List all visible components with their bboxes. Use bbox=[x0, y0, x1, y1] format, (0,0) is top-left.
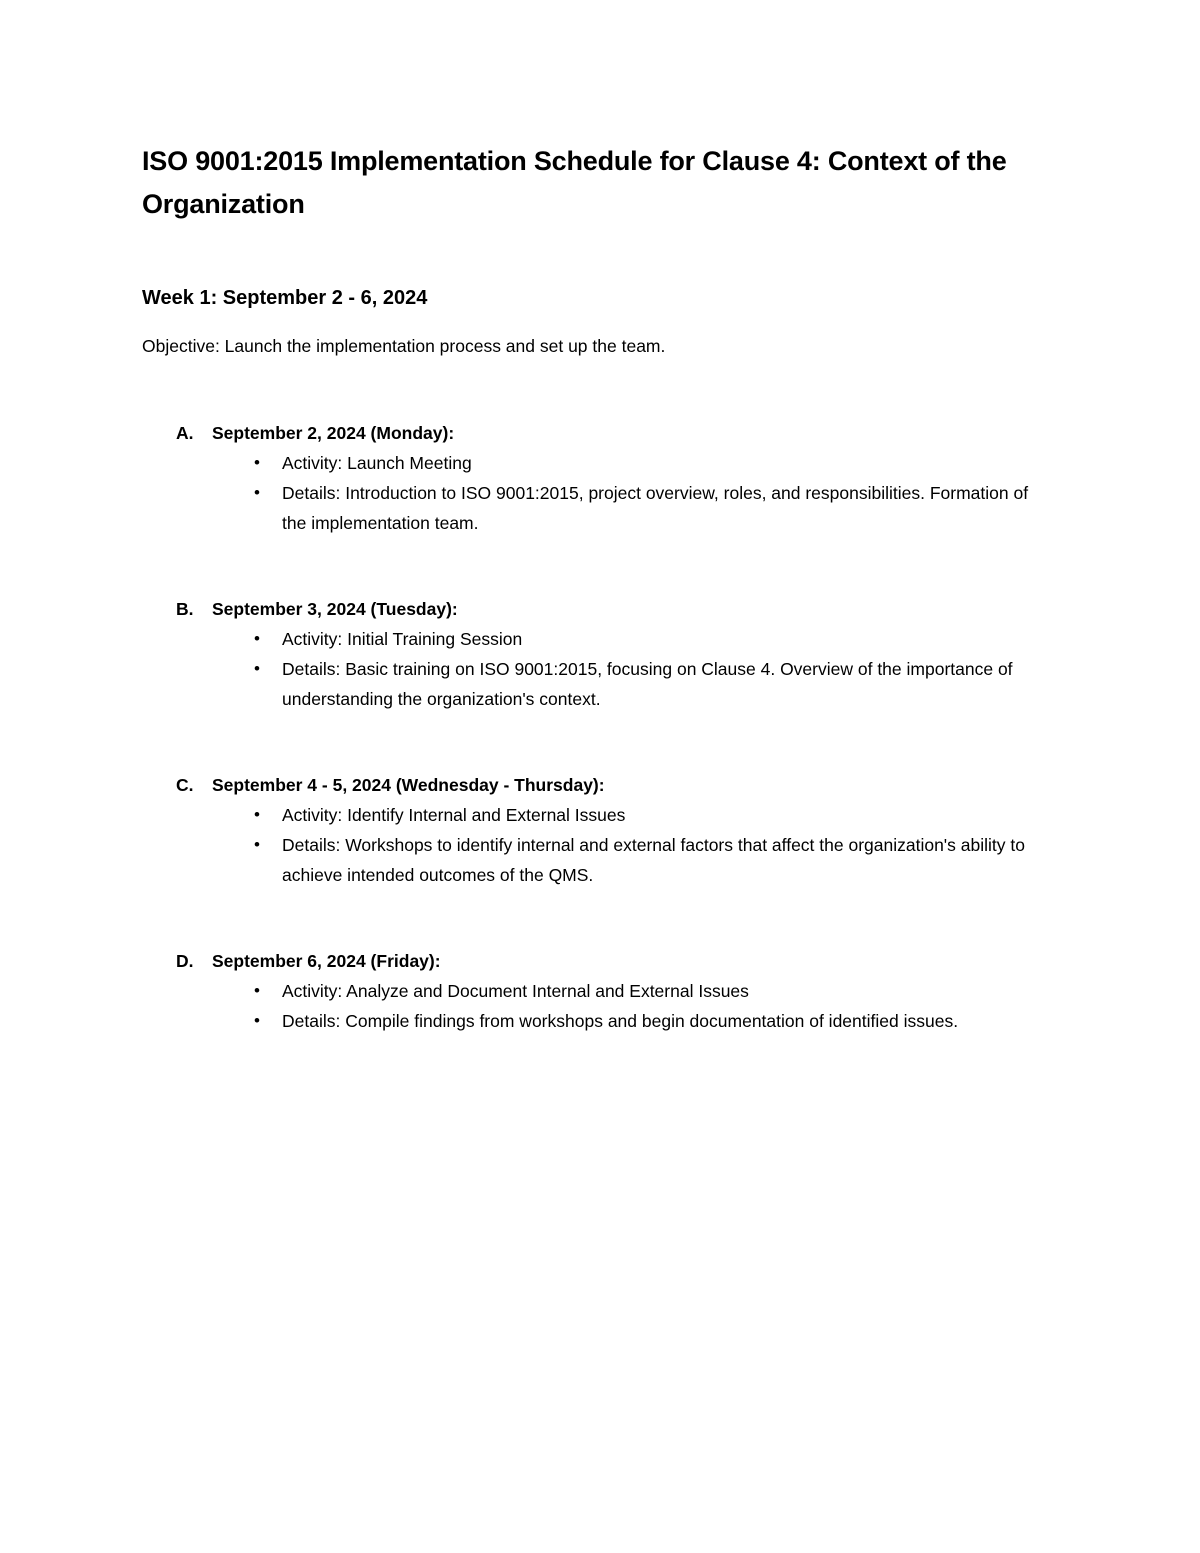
schedule-day-b bbox=[142, 594, 1072, 714]
day-date: September 4 - 5, 2024 (Wednesday - Thursday): bbox=[212, 775, 605, 795]
activity-item bbox=[142, 624, 1072, 654]
details-item bbox=[142, 654, 1072, 714]
day-heading bbox=[142, 770, 1072, 800]
objective-label: Objective: bbox=[142, 336, 220, 356]
activity-text: Activity: Identify Internal and External Issues bbox=[282, 805, 626, 825]
details-item bbox=[142, 830, 1072, 890]
day-date: September 3, 2024 (Tuesday): bbox=[212, 599, 458, 619]
activity-text: Activity: Analyze and Document Internal and External Issues bbox=[282, 981, 749, 1001]
day-letter: A. bbox=[176, 423, 194, 443]
schedule-list bbox=[142, 418, 1072, 1092]
day-date: September 6, 2024 (Friday): bbox=[212, 951, 441, 971]
activity-item bbox=[142, 976, 1072, 1006]
day-heading bbox=[142, 594, 1072, 624]
activity-text: Activity: Initial Training Session bbox=[282, 629, 523, 649]
details-text: Details: Compile findings from workshops and begin documentation of identified issues. bbox=[282, 1011, 959, 1031]
day-bullets bbox=[142, 624, 1072, 714]
day-letter: D. bbox=[176, 951, 194, 971]
bullet-icon: • bbox=[254, 835, 260, 854]
objective-paragraph bbox=[142, 332, 665, 360]
day-letter: C. bbox=[176, 775, 194, 795]
bullet-icon: • bbox=[254, 629, 260, 648]
document-title: ISO 9001:2015 Implementation Schedule for Clause 4: Context of the Organization bbox=[142, 146, 1007, 219]
day-heading bbox=[142, 418, 1072, 448]
activity-text: Activity: Launch Meeting bbox=[282, 453, 472, 473]
bullet-icon: • bbox=[254, 659, 260, 678]
bullet-icon: • bbox=[254, 453, 260, 472]
bullet-icon: • bbox=[254, 805, 260, 824]
details-text: Details: Introduction to ISO 9001:2015, project overview, roles, and responsibilities. Formation of the implementation team. bbox=[282, 483, 1029, 533]
details-item bbox=[142, 478, 1072, 538]
day-bullets bbox=[142, 976, 1072, 1036]
schedule-day-d bbox=[142, 946, 1072, 1036]
bullet-icon: • bbox=[254, 981, 260, 1000]
bullet-icon: • bbox=[254, 1011, 260, 1030]
details-text: Details: Basic training on ISO 9001:2015, focusing on Clause 4. Overview of the importance of understanding the organization's context. bbox=[282, 659, 1013, 709]
schedule-day-a bbox=[142, 418, 1072, 538]
day-letter: B. bbox=[176, 599, 194, 619]
week-heading: Week 1: September 2 - 6, 2024 bbox=[142, 287, 428, 309]
day-heading bbox=[142, 946, 1072, 976]
schedule-day-c bbox=[142, 770, 1072, 890]
objective-text: Launch the implementation process and set up the team. bbox=[219, 336, 666, 356]
details-text: Details: Workshops to identify internal and external factors that affect the organization's ability to achieve intended outcomes of the QMS. bbox=[282, 835, 1025, 885]
activity-item bbox=[142, 800, 1072, 830]
day-bullets bbox=[142, 448, 1072, 538]
activity-item bbox=[142, 448, 1072, 478]
day-date: September 2, 2024 (Monday): bbox=[212, 423, 455, 443]
day-bullets bbox=[142, 800, 1072, 890]
bullet-icon: • bbox=[254, 483, 260, 502]
details-item bbox=[142, 1006, 1072, 1036]
